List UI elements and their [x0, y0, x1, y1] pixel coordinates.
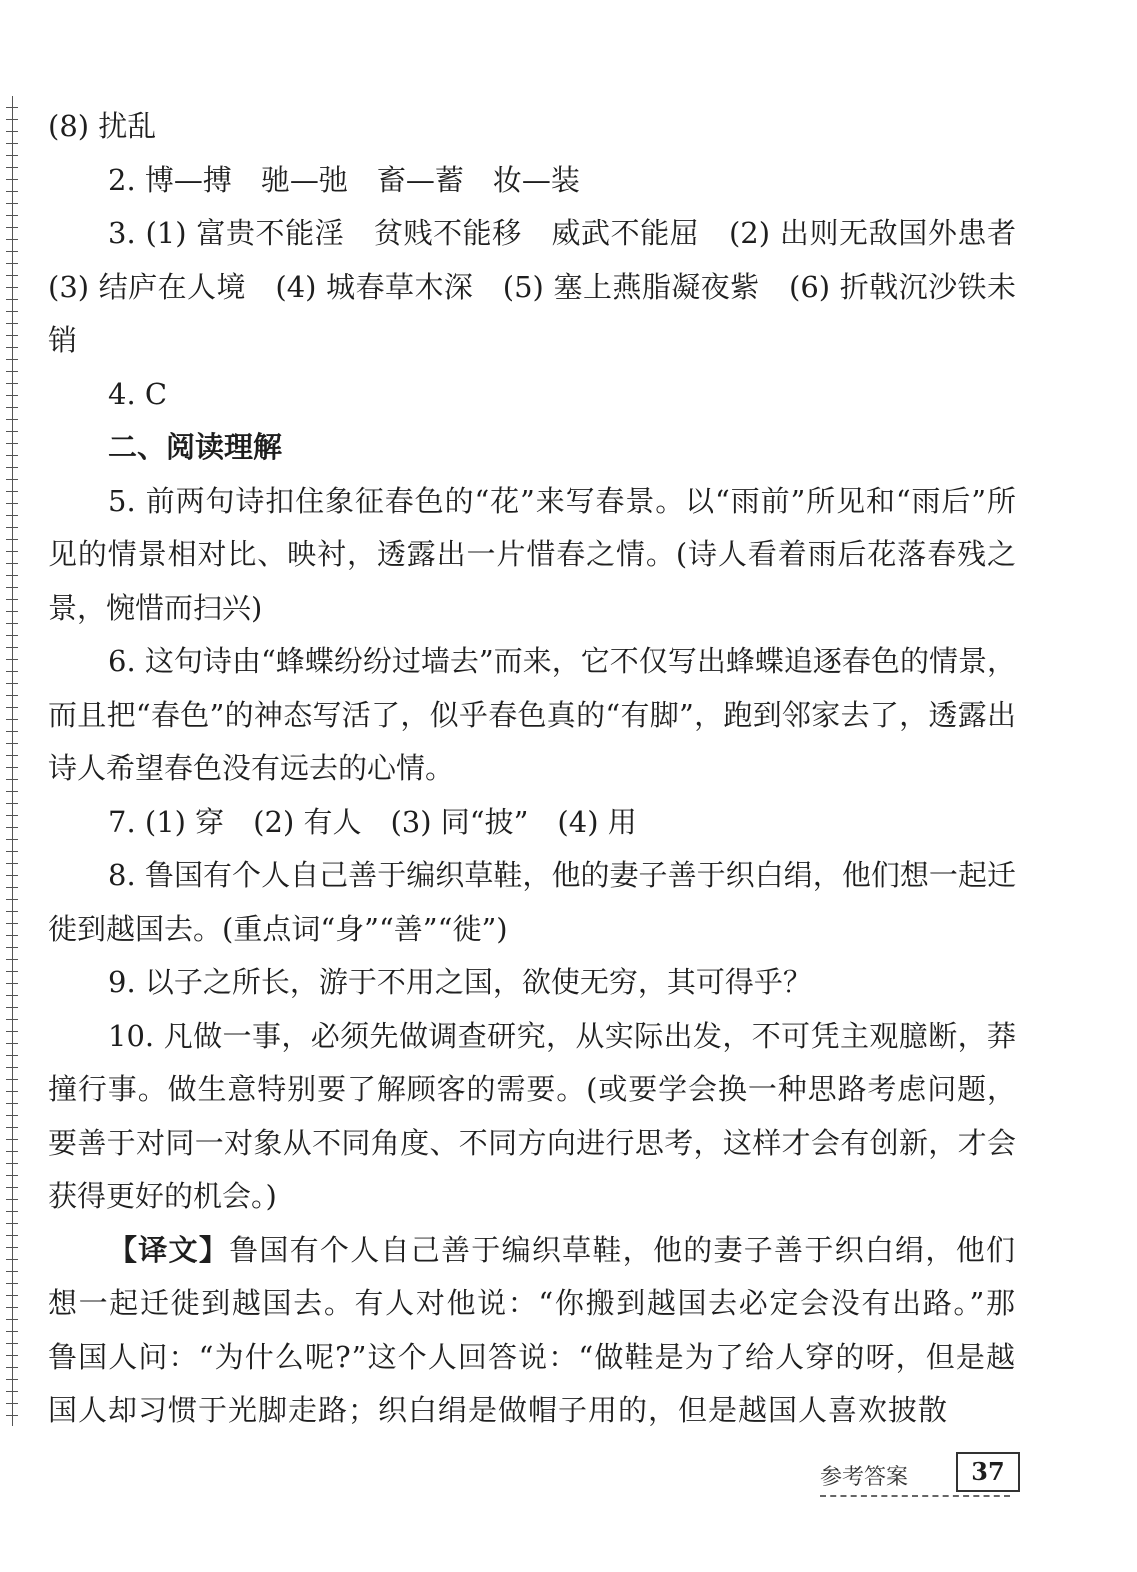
answer-line: (8) 扰乱	[48, 109, 157, 143]
answer-line: 3. (1) 富贵不能淫 贫贱不能移 威武不能屈 (2) 出则无敌国外患者 (3) 结庐在人境 (4) 城春草木深 (5) 塞上燕脂凝夜紫 (6) 折戟沉沙铁未销	[48, 216, 1046, 357]
answer-line: 4. C	[108, 376, 168, 411]
answer-paragraph: 7. (1) 穿 (2) 有人 (3) 同“披” (4) 用	[108, 804, 637, 839]
translation-text: 鲁国有个人自己善于编织草鞋，他的妻子善于织白绢，他们想一起迁徙到越国去。有人对他说：“你搬到越国去必定会没有出路。”那鲁国人问：“为什么呢?”这个人回答说：“做鞋是为了给人穿的呀，但是越国人却习惯于光脚走路；织白绢是做帽子用的，但是越国人喜欢披散	[48, 1232, 1016, 1427]
page-number: 37	[956, 1452, 1020, 1492]
footer-label: 参考答案	[820, 1460, 1010, 1497]
translation-label: 【译文】	[108, 1232, 230, 1267]
answer-paragraph: 9. 以子之所长，游于不用之国，欲使无穷，其可得乎？	[108, 965, 812, 999]
translation-paragraph	[48, 1224, 1016, 1438]
section-title: 二、阅读理解	[108, 430, 283, 464]
answer-content	[48, 100, 1046, 1438]
page-footer	[820, 1450, 1020, 1500]
answer-paragraph: 10. 凡做一事，必须先做调查研究，从实际出发，不可凭主观臆断，莽撞行事。做生意特别要了解顾客的需要。(或要学会换一种思路考虑问题，要善于对同一对象从不同角度、不同方向进行思考，这样才会有创新，才会获得更好的机会。)	[48, 1018, 1016, 1213]
answer-paragraph: 8. 鲁国有个人自己善于编织草鞋，他的妻子善于织白绢，他们想一起迁徙到越国去。(重点词“身”“善”“徙”)	[48, 858, 1016, 946]
binding-margin-dots	[6, 96, 18, 1426]
answer-line: 2. 博—搏 驰—弛 畜—蓄 妆—装	[108, 162, 580, 197]
answer-paragraph: 5. 前两句诗扣住象征春色的“花”来写春景。以“雨前”所见和“雨后”所见的情景相对比、映衬，透露出一片惜春之情。(诗人看着雨后花落春残之景，惋惜而扫兴)	[48, 483, 1016, 625]
answer-paragraph: 6. 这句诗由“蜂蝶纷纷过墙去”而来，它不仅写出蜂蝶追逐春色的情景，而且把“春色”的神态写活了，似乎春色真的“有脚”，跑到邻家去了，透露出诗人希望春色没有远去的心情。	[48, 644, 1016, 785]
